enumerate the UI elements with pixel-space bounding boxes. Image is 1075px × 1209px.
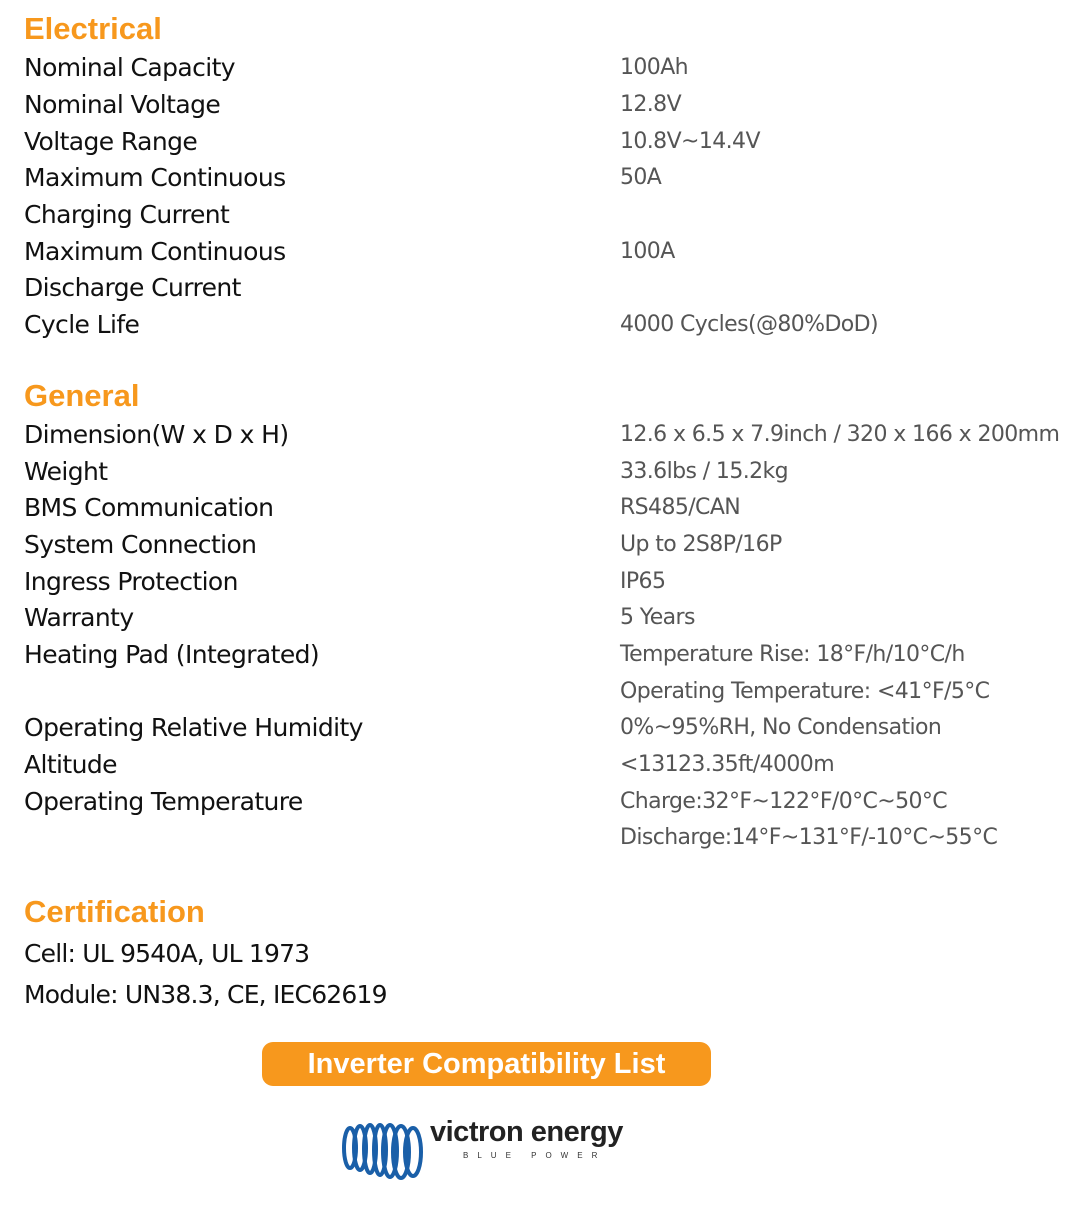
spec-value-max-charging-current: 50A xyxy=(620,165,662,190)
spec-label-heating-pad: Heating Pad (Integrated) xyxy=(24,640,320,669)
spec-value-relative-humidity: 0%~95%RH, No Condensation xyxy=(620,715,942,740)
spec-value-dimension: 12.6 x 6.5 x 7.9inch / 320 x 166 x 200mm xyxy=(620,422,1060,447)
spec-value-heating-pad-line2: Operating Temperature: <41°F/5°C xyxy=(620,679,990,704)
spec-label-operating-temperature: Operating Temperature xyxy=(24,787,303,816)
spec-value-ingress-protection: IP65 xyxy=(620,569,666,594)
spec-label-altitude: Altitude xyxy=(24,750,117,779)
cert-line-module: Module: UN38.3, CE, IEC62619 xyxy=(24,980,387,1009)
spec-value-max-discharge-current: 100A xyxy=(620,239,675,264)
spec-value-heating-pad-line1: Temperature Rise: 18°F/h/10°C/h xyxy=(620,642,965,667)
spec-value-weight: 33.6lbs / 15.2kg xyxy=(620,459,789,484)
spec-label-dimension: Dimension(W x D x H) xyxy=(24,420,289,449)
section-title-general: General xyxy=(24,378,140,413)
inverter-compatibility-list-button[interactable]: Inverter Compatibility List xyxy=(262,1042,711,1086)
spec-label-max-charging-current-line1: Maximum Continuous xyxy=(24,163,286,192)
spec-label-nominal-capacity: Nominal Capacity xyxy=(24,53,236,82)
spec-value-operating-temperature-charge: Charge:32°F~122°F/0°C~50°C xyxy=(620,789,948,814)
spec-value-cycle-life: 4000 Cycles(@80%DoD) xyxy=(620,312,878,337)
spec-label-relative-humidity: Operating Relative Humidity xyxy=(24,713,363,742)
spec-value-nominal-capacity: 100Ah xyxy=(620,55,688,80)
spec-label-weight: Weight xyxy=(24,457,108,486)
spec-value-operating-temperature-discharge: Discharge:14°F~131°F/-10°C~55°C xyxy=(620,825,998,850)
spec-label-nominal-voltage: Nominal Voltage xyxy=(24,90,221,119)
spec-label-bms-communication: BMS Communication xyxy=(24,493,274,522)
spec-label-voltage-range: Voltage Range xyxy=(24,127,198,156)
spec-value-bms-communication: RS485/CAN xyxy=(620,495,741,520)
spec-label-cycle-life: Cycle Life xyxy=(24,310,140,339)
victron-coil-icon xyxy=(340,1118,428,1182)
victron-energy-logo xyxy=(340,1118,640,1182)
logo-tagline: BLUE POWER xyxy=(463,1151,607,1160)
spec-label-system-connection: System Connection xyxy=(24,530,257,559)
spec-label-max-charging-current-line2: Charging Current xyxy=(24,200,230,229)
spec-label-warranty: Warranty xyxy=(24,603,134,632)
spec-value-voltage-range: 10.8V~14.4V xyxy=(620,129,760,154)
spec-value-nominal-voltage: 12.8V xyxy=(620,92,682,117)
section-title-certification: Certification xyxy=(24,894,205,929)
spec-label-max-discharge-current-line2: Discharge Current xyxy=(24,273,241,302)
cert-line-cell: Cell: UL 9540A, UL 1973 xyxy=(24,939,310,968)
spec-label-ingress-protection: Ingress Protection xyxy=(24,567,238,596)
spec-value-altitude: <13123.35ft/4000m xyxy=(620,752,835,777)
spec-value-system-connection: Up to 2S8P/16P xyxy=(620,532,782,557)
logo-brand-text: victron energy xyxy=(430,1116,623,1148)
spec-value-warranty: 5 Years xyxy=(620,605,695,630)
spec-label-max-discharge-current-line1: Maximum Continuous xyxy=(24,237,286,266)
section-title-electrical: Electrical xyxy=(24,11,162,46)
